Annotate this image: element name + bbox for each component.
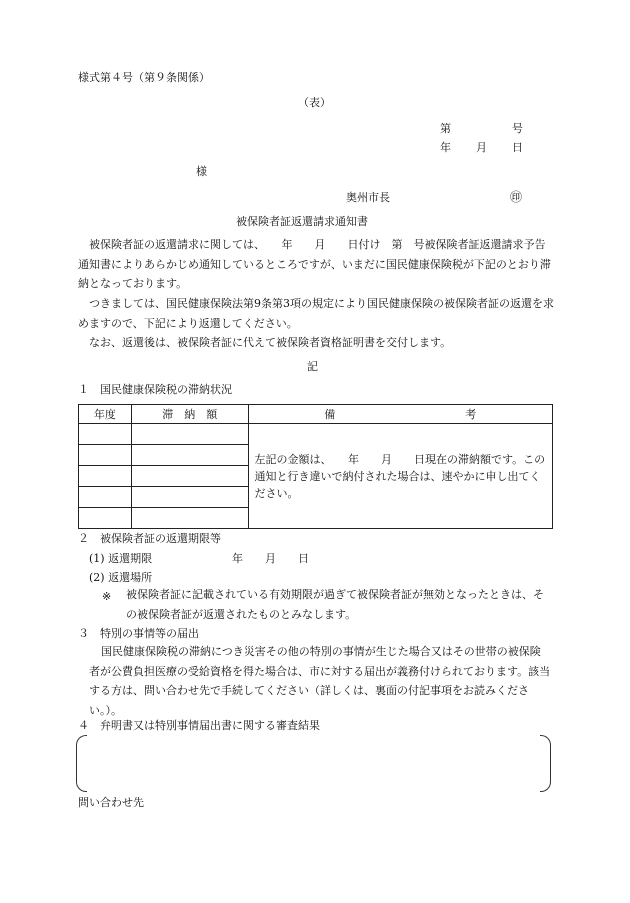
amount-cell <box>131 487 248 508</box>
year-cell <box>79 487 132 508</box>
seal-mark: ㊞ <box>510 190 523 204</box>
body-paragraph-1: 被保険者証の返還請求に関しては、 年 月 日付け 第 号被保険者証返還請求予告通知書によりあらかじめ通知しているところですが、いまだに国民健康保険税が下記のとおり滞納となっております。 <box>78 238 551 290</box>
table-header-row <box>79 405 553 424</box>
section4-heading: ４ 弁明書又は特別事情届出書に関する審査結果 <box>78 719 320 732</box>
deadline-date: 年 月 日 <box>232 552 309 565</box>
note-mark: ※ <box>102 590 112 603</box>
col-header-year: 年度 <box>79 405 132 424</box>
amount-cell <box>131 424 248 445</box>
amount-cell <box>131 466 248 487</box>
result-bracket-left <box>76 735 87 792</box>
doc-number-suffix: 号 <box>512 122 523 135</box>
remarks-char-1: 備 <box>324 408 336 421</box>
year-cell <box>79 508 132 529</box>
table-row <box>79 424 553 445</box>
note-text: 被保険者証に記載されている有効期限が過ぎて被保険者証が無効となったときは、その被保険者証が返還されたものとみなします。 <box>126 588 544 621</box>
arrears-table <box>78 404 553 529</box>
section3-heading: ３ 特別の事情等の届出 <box>78 627 199 640</box>
col-header-amount: 滞 納 額 <box>131 405 248 424</box>
deadline-label: (1) 返還期限 <box>89 552 153 565</box>
date-month: 月 <box>476 141 487 154</box>
doc-title: 被保険者証返還請求通知書 <box>236 215 368 228</box>
body-paragraph-3: なお、返還後は、被保険者証に代えて被保険者資格証明書を交付します。 <box>89 336 452 349</box>
section3-text: 国民健康保険税の滞納につき災害その他の特別の事情が生じた場合又はその世帯の被保険者が公費負担医療の受給資格を得た場合は、市に対する届出が義務付けられております。該当する方は、問い合わせ先で手続してください（詳しくは、裏面の付記事項をお読みください。）。 <box>89 645 551 717</box>
remarks-char-2: 考 <box>465 408 477 421</box>
ki-mark: 記 <box>307 360 318 373</box>
body-paragraph-2: つきましては、国民健康保険法第9条第3項の規定により国民健康保険の被保険者証の返還を求めますので、下記により返還してください。 <box>78 297 554 330</box>
contact-label: 問い合わせ先 <box>78 796 144 809</box>
place-label: (2) 返還場所 <box>89 571 153 584</box>
date-day: 日 <box>512 141 523 154</box>
remark-cell: 左記の金額は、 年 月 日現在の滞納額です。この通知と行き違いで納付された場合は、速やかに申し出てください。 <box>248 424 552 529</box>
doc-number-prefix: 第 <box>440 122 451 135</box>
section1-heading: １ 国民健康保険税の滞納状況 <box>78 383 232 396</box>
year-cell <box>79 445 132 466</box>
amount-cell <box>131 508 248 529</box>
result-bracket-right <box>540 735 551 792</box>
form-number: 様式第４号（第９条関係） <box>78 71 210 84</box>
amount-cell <box>131 445 248 466</box>
col-header-remarks <box>248 405 552 424</box>
recipient-suffix: 様 <box>196 165 207 178</box>
year-cell <box>79 466 132 487</box>
date-year: 年 <box>440 141 451 154</box>
year-cell <box>79 424 132 445</box>
section2-heading: ２ 被保険者証の返還期限等 <box>78 532 221 545</box>
side-label: （表） <box>298 96 331 109</box>
issuer: 奥州市長 <box>346 191 390 204</box>
